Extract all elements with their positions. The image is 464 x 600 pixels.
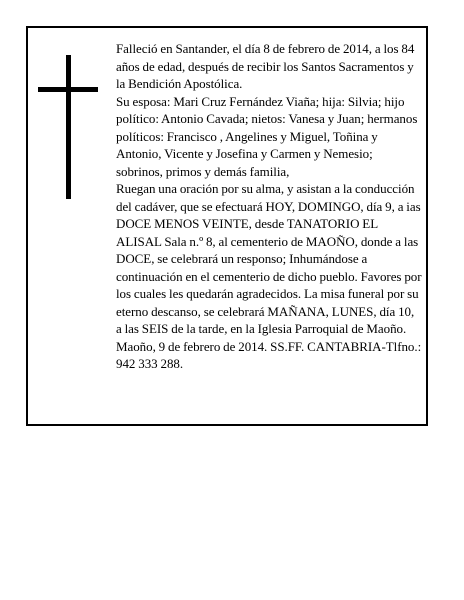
cross-vertical-bar <box>66 55 71 199</box>
obituary-notice <box>26 26 428 426</box>
cross-icon <box>38 55 98 199</box>
place-date-signature: Maoño, 9 de febrero de 2014. SS.FF. CANTABRIA-Tlfno.: 942 333 288. <box>116 338 422 371</box>
funeral-details: Ruegan una oración por su alma, y asistan a la conducción del cadáver, que se efectuará HOY, DOMINGO, día 9, a ias DOCE MENOS VEINTE, desde TANATORIO EL ALISAL Sala n.º 8, al cementerio de MAOÑO, donde a las DOCE, se celebrará un responso; Inhumándose a continuación en el cementerio de dicho pueblo. Favores por los cuales les quedarán agradecidos. La misa funeral por su eterno descanso, se celebrará MAÑANA, LUNES, día 10, a las SEIS de la tarde, en la Iglesia Parroquial de Maoño. <box>116 181 422 336</box>
cross-horizontal-bar <box>38 87 98 92</box>
notice-text <box>116 40 422 373</box>
death-announcement: Falleció en Santander, el día 8 de febrero de 2014, a los 84 años de edad, después de recibir los Santos Sacramentos y la Bendición Apostólica. <box>116 41 415 91</box>
family-list: Su esposa: Mari Cruz Fernández Viaña; hija: Silvia; hijo político: Antonio Cavada; nietos: Vanesa y Juan; hermanos políticos: Francisco , Angelines y Miguel, Toñina y Antonio, Vicente y Josefina y Carmen y Nemesio; sobrinos, primos y demás familia, <box>116 93 418 179</box>
